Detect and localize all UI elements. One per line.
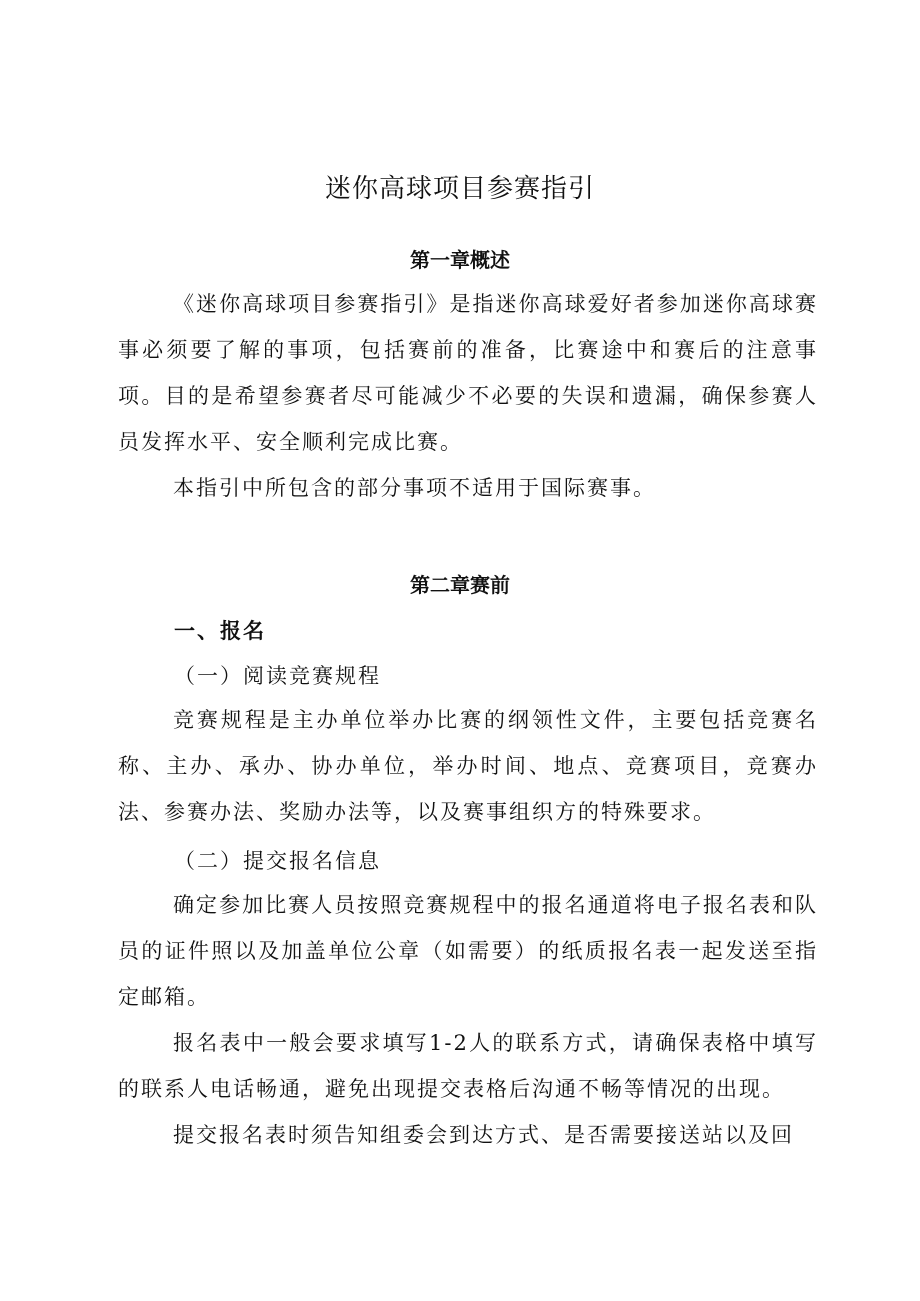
subsection-read-rules: （一）阅读竞赛规程 — [174, 664, 381, 688]
document-title: 迷你高球项目参赛指引 — [324, 174, 595, 204]
chapter-2-paragraph-2: 确定参加比赛人员按照竞赛规程中的报名通道将电子报名表和队员的证件照以及加盖单位公章（如需要）的纸质报名表一起发送至指定邮箱。 — [118, 893, 818, 1009]
chapter-1-paragraph-1: 《迷你高球项目参赛指引》是指迷你高球爱好者参加迷你高球赛事必须要了解的事项，包括赛前的准备，比赛途中和赛后的注意事项。目的是希望参赛者尽可能减少不必要的失误和遗漏，确保参赛人员发挥水平、安全顺利完成比赛。 — [118, 292, 818, 454]
chapter-1-heading: 第一章概述 — [410, 248, 510, 272]
chapter-2-heading: 第二章赛前 — [410, 573, 510, 597]
chapter-2-paragraph-3: 报名表中一般会要求填写1-2人的联系方式，请确保表格中填写的联系人电话畅通，避免出现提交表格后沟通不畅等情况的出现。 — [118, 1031, 818, 1101]
subsection-submit-info: （二）提交报名信息 — [174, 849, 381, 873]
chapter-1-paragraph-2: 本指引中所包含的部分事项不适用于国际赛事。 — [173, 476, 656, 500]
section-registration: 一、报名 — [174, 619, 266, 643]
chapter-2-paragraph-1: 竞赛规程是主办单位举办比赛的纲领性文件，主要包括竞赛名称、主办、承办、协办单位，举办时间、地点、竞赛项目，竞赛办法、参赛办法、奖励办法等，以及赛事组织方的特殊要求。 — [118, 708, 818, 824]
chapter-2-paragraph-4: 提交报名表时须告知组委会到达方式、是否需要接送站以及回 — [173, 1123, 794, 1147]
